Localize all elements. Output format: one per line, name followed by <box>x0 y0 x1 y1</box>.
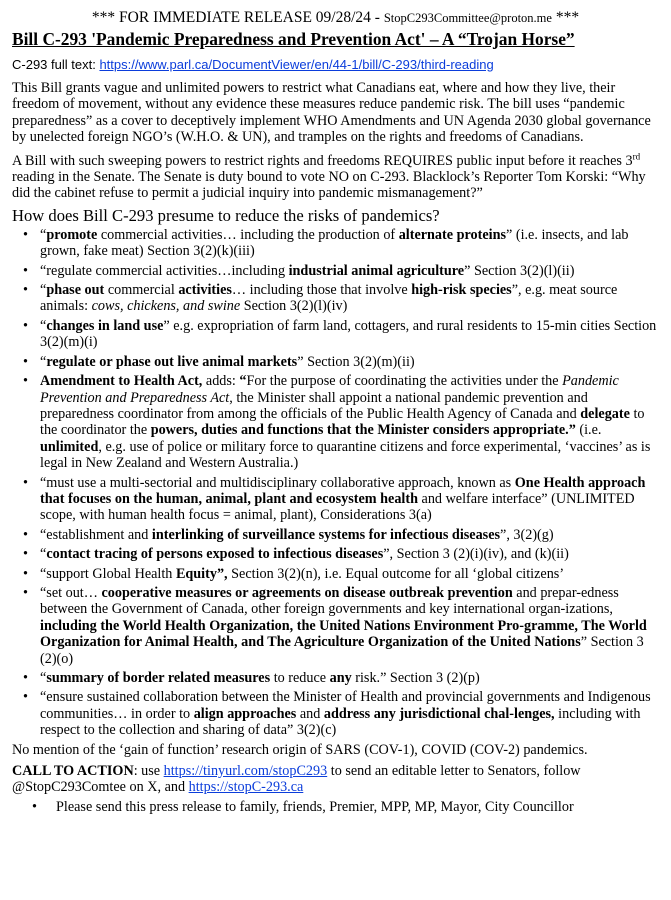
senate-text-a: A Bill with such sweeping powers to restrict rights and freedoms REQUIRES public input before it reaches 3 <box>12 152 633 169</box>
provision-text: cows, chickens, and swine <box>91 298 241 315</box>
provision-text: ”, Section 3 (2)(i)(iv), and (k)(ii) <box>383 546 569 563</box>
provision-text: commercial activities… including the production of <box>97 226 399 243</box>
cta-text-1: : use <box>133 763 164 780</box>
release-stars: *** <box>551 9 580 26</box>
provision-text: phase out <box>46 282 105 299</box>
provision-text: Equity”, <box>175 565 228 582</box>
provision-item <box>12 475 659 524</box>
provision-text: “ <box>40 282 47 299</box>
provision-text: regulate or phase out live animal markets <box>46 353 298 370</box>
intro-paragraph: This Bill grants vague and unlimited powers to restrict what Canadians eat, where and how they live, their freedom of movement, without any evidence these measures reduce pandemic risk. The bill uses “pandemic preparedness” as a cover to deceptively implement WHO Amendments and UN Agenda 2030 global governance by unelected foreign NGO’s (W.H.O. & UN), and tramples on the rights and freedoms of Canadians. <box>12 80 651 146</box>
provision-text: including the World Health Organization, the United Nations Environment Pro-gramme, The World Organization for Animal Health, and The Agriculture Organization of the United Nations <box>40 617 647 651</box>
provision-text: summary of border related measures <box>46 670 271 686</box>
provision-text: including with respect to the collection and sharing of data” 3(2)(c) <box>40 705 641 739</box>
provision-item <box>12 373 659 471</box>
provision-text: activities <box>178 282 232 299</box>
provision-text: Section 3(2)(l)(iv) <box>240 298 348 315</box>
provision-text: “support Global Health <box>40 565 176 582</box>
provision-text: unlimited <box>40 438 99 455</box>
provision-item <box>12 282 659 315</box>
provision-text: ” e.g. expropriation of farm land, cottagers, and rural residents to 15-min cities Section 3(2)(m)(i) <box>40 317 657 351</box>
provision-text: Pandemic Prevention and Preparedness Act <box>40 373 619 406</box>
no-mention-note: No mention of the ‘gain of function’ research origin of SARS (COV-1), COVID (COV-2) pandemics. <box>12 741 588 758</box>
full-text-label: C-293 full text: <box>12 57 100 72</box>
ordinal-suffix: rd <box>632 150 641 161</box>
provision-text: interlinking of surveillance systems for infectious diseases <box>151 526 501 543</box>
provision-text: “ <box>40 226 47 243</box>
provision-text: “ <box>40 317 47 334</box>
provision-text: commercial <box>104 282 179 299</box>
provision-text: industrial animal agriculture <box>288 262 465 279</box>
provision-text: “ensure sustained collaboration between the Minister of Health and provincial governments and Indigenous communities… in order to <box>40 689 651 722</box>
contact-email[interactable]: StopC293Committee@proton.me <box>383 11 552 25</box>
provision-text: changes in land use <box>46 317 164 334</box>
provision-text: powers, duties and functions that the Minister considers appropriate.” <box>150 422 576 439</box>
website-link[interactable]: https://stopC-293.ca <box>188 779 304 796</box>
provision-text: , the Minister shall appoint a national pandemic prevention and preparedness coordinator from among the officials of the Public Health Agency of Canada and <box>40 389 588 422</box>
provision-text: (i.e. <box>575 422 602 439</box>
provision-text: “establishment and <box>40 526 152 543</box>
provision-text: to the coordinator the <box>40 405 645 439</box>
provision-text: “ <box>40 546 47 563</box>
provision-text: and welfare interface” (UNLIMITED scope, with human health focus = animal, plant), Considerations 3(a) <box>40 490 635 524</box>
provision-text: “ <box>239 373 247 390</box>
provision-item <box>12 670 659 686</box>
provision-text: ” Section 3 (2)(o) <box>40 634 644 667</box>
provision-text: any <box>329 670 352 686</box>
provision-text: ”, 3(2)(g) <box>500 526 554 543</box>
provision-text: high-risk species <box>411 282 512 299</box>
provision-item <box>12 227 659 260</box>
call-to-action <box>12 763 659 796</box>
senate-paragraph <box>12 150 659 202</box>
provision-text: cooperative measures or agreements on disease outbreak prevention <box>101 584 513 601</box>
provision-item <box>12 318 659 351</box>
tinyurl-link[interactable]: https://tinyurl.com/stopC293 <box>163 763 328 780</box>
provision-text: … including those that involve <box>231 282 412 299</box>
provision-text: and <box>296 705 324 722</box>
provision-item <box>12 689 659 738</box>
provision-item <box>12 354 659 370</box>
provision-text: ” Section 3(2)(m)(ii) <box>297 353 415 370</box>
provision-text: ”, e.g. meat source animals: <box>40 282 618 315</box>
provision-item <box>12 566 659 582</box>
full-text-link[interactable]: https://www.parl.ca/DocumentViewer/en/44-1/bill/C-293/third-reading <box>99 57 494 72</box>
provision-text: ” (i.e. insects, and lab grown, fake meat) Section 3(2)(k)(iii) <box>40 226 629 260</box>
provision-text: For the purpose of coordinating the activities under the <box>246 373 563 390</box>
provision-item <box>12 585 659 667</box>
provision-text: , e.g. use of police or military force to quarantine citizens and force experimental, ‘vaccines’ as is legal in New Zealand and Western Australia.) <box>40 438 651 472</box>
provision-item <box>12 546 659 562</box>
provision-text: “ <box>40 670 47 686</box>
provision-text: Amendment to Health Act, <box>40 373 203 390</box>
cta-label: CALL TO ACTION <box>12 763 134 780</box>
provision-text: promote <box>46 226 98 243</box>
provision-text: “must use a multi-sectorial and multidisciplinary collaborative approach, known as <box>40 474 515 491</box>
provision-text: ” Section 3(2)(l)(ii) <box>464 262 575 279</box>
provision-list <box>12 227 659 739</box>
provision-item <box>12 263 659 279</box>
provision-item <box>12 527 659 543</box>
full-text-line <box>12 57 659 73</box>
provision-text: risk.” Section 3 (2)(p) <box>351 670 480 686</box>
provision-text: delegate <box>580 405 630 422</box>
provision-text: alternate proteins <box>398 226 506 243</box>
provision-text: adds: <box>202 373 240 390</box>
provision-text: “regulate commercial activities…including <box>40 262 289 279</box>
share-request: • Please send this press release to family, friends, Premier, MPP, MP, Mayor, City Councillor <box>12 799 659 815</box>
provision-text: to reduce <box>270 670 330 686</box>
provision-text: “set out… <box>40 584 102 601</box>
bill-title: Bill C-293 'Pandemic Preparedness and Prevention Act' – A “Trojan Horse” <box>12 29 575 49</box>
provision-text: “ <box>40 353 47 370</box>
provision-text: address any jurisdictional chal-lenges, <box>323 705 555 722</box>
provision-text: align approaches <box>193 705 297 722</box>
cta-text-2: to send an editable letter to Senators, follow @StopC293Comtee on X, and <box>12 763 581 796</box>
senate-text-b: reading in the Senate. The Senate is duty bound to vote NO on C-293. Blacklock’s Reporter Tom Korski: “Why did the cabinet refuse to permit a judicial inquiry into pandemic mismanagement?” <box>12 169 646 202</box>
release-header <box>12 8 659 28</box>
provision-text: and prepar-edness between the Government of Canada, other foreign governments and key international organ-izations, <box>40 584 619 618</box>
provision-text: contact tracing of persons exposed to infectious diseases <box>46 546 384 563</box>
release-line: *** FOR IMMEDIATE RELEASE 09/28/24 - <box>91 9 384 26</box>
provision-text: One Health approach that focuses on the human, animal, plant and ecosystem health <box>40 474 646 507</box>
provision-text: Section 3(2)(n), i.e. Equal outcome for all ‘global citizens’ <box>227 565 565 582</box>
section-question: How does Bill C-293 presume to reduce the risks of pandemics? <box>12 205 440 225</box>
